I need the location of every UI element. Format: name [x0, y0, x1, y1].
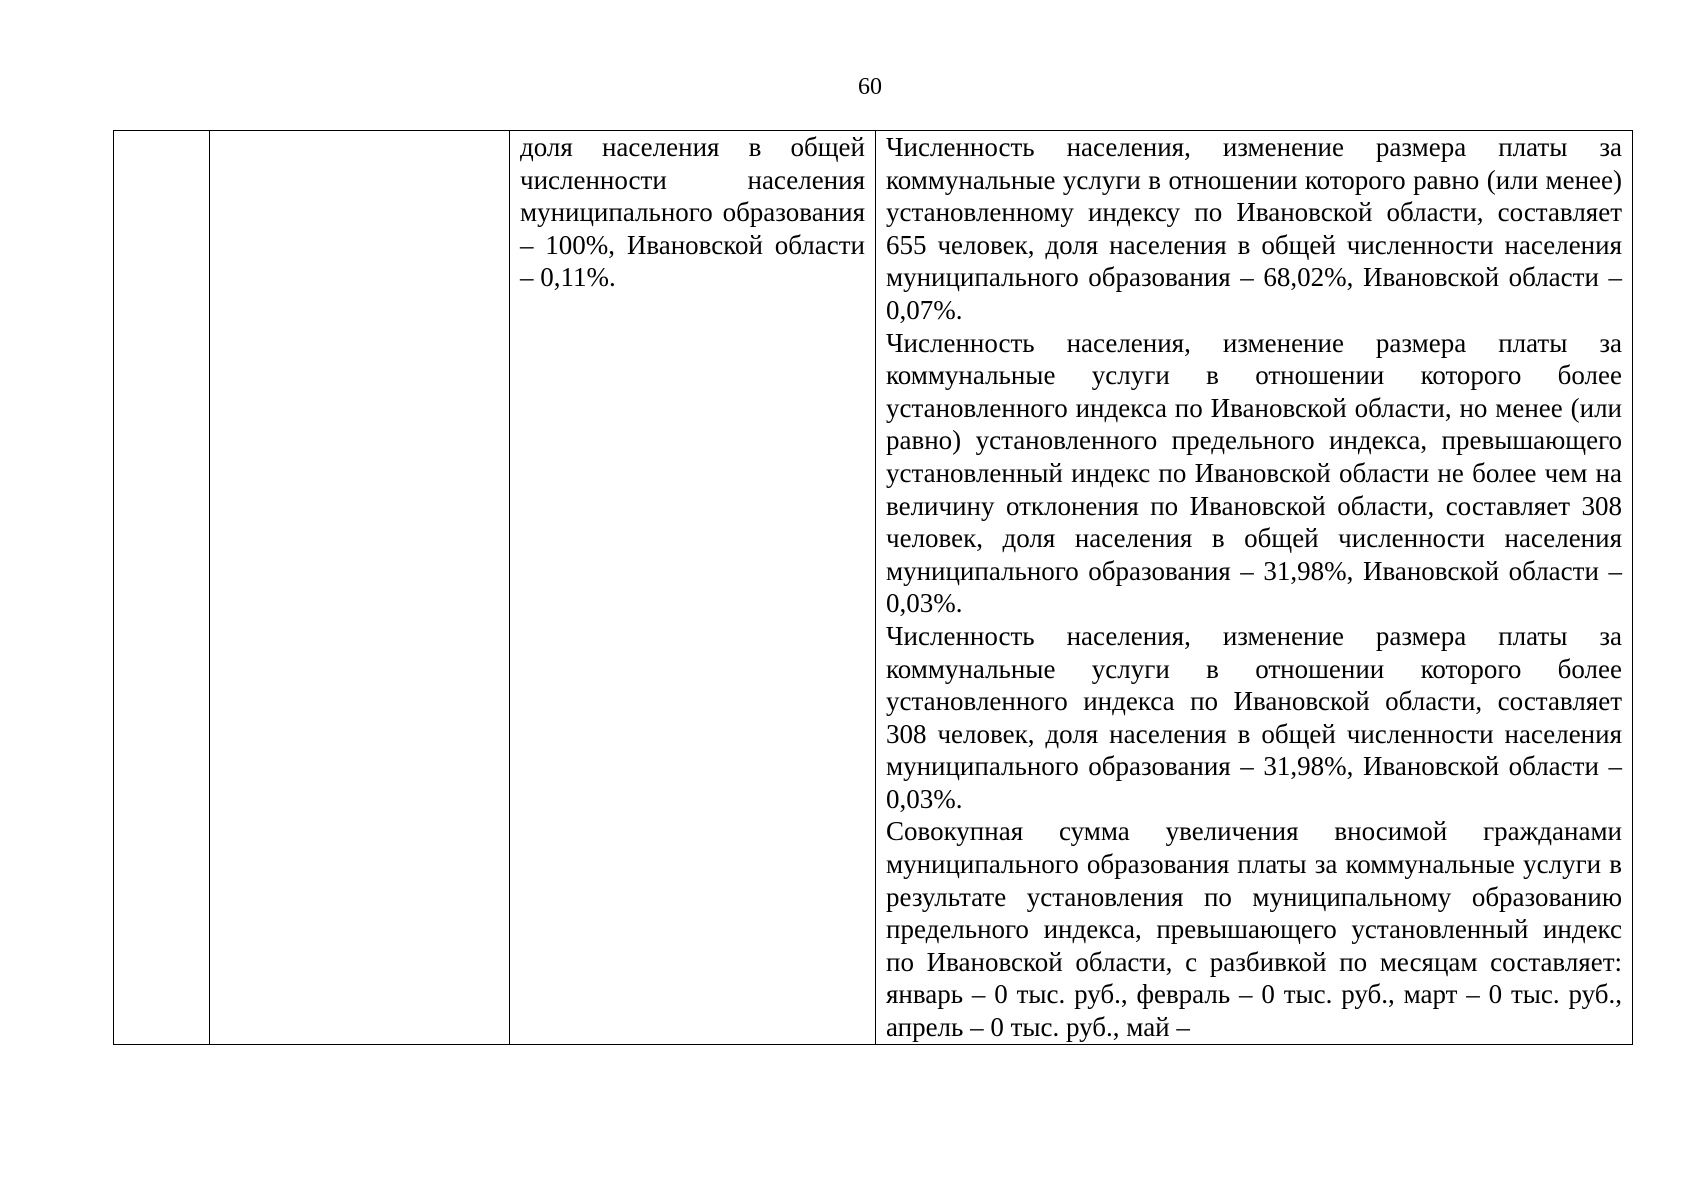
table-cell-name	[210, 131, 510, 1045]
description-paragraph-3: Численность населения, изменение размера платы за коммунальные услуги в отношении которого более установленного индекса по Ивановской области, составляет 308 человек, доля населения в общей численности населения муниципального образования – 31,98%, Ивановской области – 0,03%.	[886, 620, 1622, 814]
data-table	[113, 130, 1633, 1045]
table-row	[114, 131, 1633, 1045]
table-cell-index	[114, 131, 210, 1045]
description-paragraph-4: Совокупная сумма увеличения вносимой гражданами муниципального образования платы за коммунальные услуги в результате установления по муниципальному образованию предельного индекса, превышающего установленный индекс по Ивановской области, с разбивкой по месяцам составляет: январь – 0 тыс. руб., февраль – 0 тыс. руб., март – 0 тыс. руб., апрель – 0 тыс. руб., май –	[886, 816, 1622, 1043]
share-text: доля населения в общей численности населения муниципального образования – 100%, Ивановской области – 0,11%.	[520, 132, 865, 293]
description-paragraph-2: Численность населения, изменение размера платы за коммунальные услуги в отношении которого более установленного индекса по Ивановской области, но менее (или равно) установленного предельного индекса, превышающего установленный индекс по Ивановской области не более чем на величину отклонения по Ивановской области, составляет 308 человек, доля населения в общей численности населения муниципального образования – 31,98%, Ивановской области – 0,03%.	[886, 327, 1622, 619]
page-number: 60	[858, 74, 882, 100]
table-cell-description	[876, 131, 1633, 1045]
description-paragraph-1: Численность населения, изменение размера платы за коммунальные услуги в отношении которого равно (или менее) установленному индексу по Ивановской области, составляет 655 человек, доля населения в общей численности населения муниципального образования – 68,02%, Ивановской области – 0,07%.	[886, 132, 1622, 325]
table-cell-share	[510, 131, 876, 1045]
